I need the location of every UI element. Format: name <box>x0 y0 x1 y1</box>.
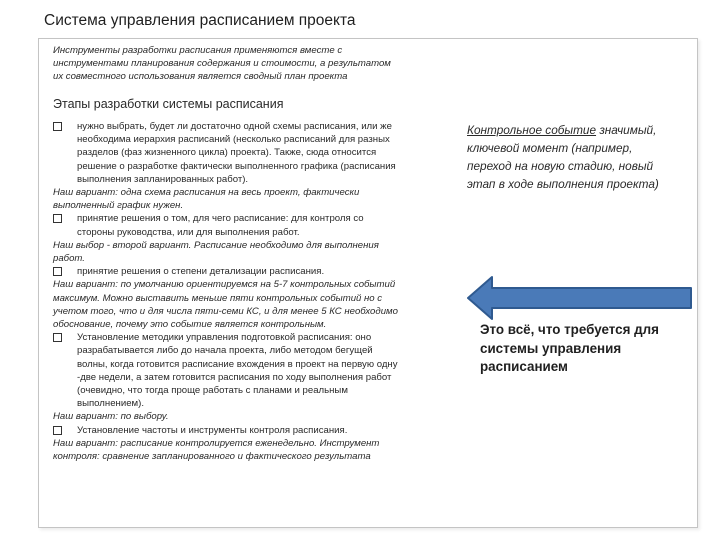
page-title: Система управления расписанием проекта <box>44 12 356 29</box>
bullet-item <box>53 265 453 278</box>
definition-text <box>467 121 697 193</box>
bullet-item <box>53 331 453 344</box>
conclusion-text <box>480 321 680 377</box>
bullet-text: выполнением). <box>77 398 144 410</box>
note-text: учетом того, что и для числа пяти-семи КС, и для менее 5 КС необходимо <box>53 305 398 317</box>
square-bullet-icon <box>53 267 62 276</box>
stages-list <box>53 120 453 463</box>
definition-line <box>467 121 697 139</box>
intro-line: инструментами планирования содержания и стоимости, а результатом <box>53 58 391 70</box>
definition-line: переход на новую стадию, новый <box>467 159 654 173</box>
note-text: Наш вариант: по выбору. <box>53 411 169 423</box>
bullet-text: разделов (фаз жизненного цикла) проекта). Также, сюда относится <box>77 147 377 159</box>
square-bullet-icon <box>53 122 62 131</box>
intro-line: их совместного использования является сводный план проекта <box>53 71 348 83</box>
bullet-text: принятие решения о том, для чего расписание: для контроля со <box>77 213 364 225</box>
definition-line: этап в ходе выполнения проекта) <box>467 177 659 191</box>
left-arrow-icon <box>466 275 694 321</box>
square-bullet-icon <box>53 426 62 435</box>
definition-rest: значимый, <box>596 123 657 137</box>
note-text: выполненный график нужен. <box>53 200 184 212</box>
bullet-text: выполнения запланированных работ). <box>77 173 249 185</box>
bullet-text: (очевидно, что тогда проще работать с планами и реальным <box>77 385 348 397</box>
note-text: максимум. Можно выставить меньше пяти контрольных событий но с <box>53 292 383 304</box>
bullet-item <box>53 120 453 133</box>
note-text: обоснование, почему это событие является контрольным. <box>53 319 327 331</box>
square-bullet-icon <box>53 333 62 342</box>
bullet-text: нужно выбрать, будет ли достаточно одной схемы расписания, или же <box>77 121 392 132</box>
note-text: контроля: сравнение запланированного и фактического результата <box>53 451 371 463</box>
intro-text <box>53 44 453 84</box>
note-text: Наш вариант: одна схема расписания на весь проект, фактически <box>53 187 360 199</box>
bullet-text: стороны руководства, или для выполнения работ. <box>77 226 300 238</box>
bullet-text: волны, когда готовится расписание вхождения в проект на первую одну <box>77 358 398 370</box>
bullet-text: Установление частоты и инструменты контроля расписания. <box>77 424 348 436</box>
bullet-text: необходима иерархия расписаний (несколько расписаний для разных <box>77 134 390 146</box>
arrow-shape <box>468 277 691 319</box>
definition-term: Контрольное событие <box>467 123 597 137</box>
definition-line: ключевой момент (например, <box>467 141 633 155</box>
section-subtitle: Этапы разработки системы расписания <box>53 97 284 111</box>
conclusion-line: системы управления <box>480 340 622 356</box>
bullet-text: Установление методики управления подготовкой расписания: оно <box>77 332 372 344</box>
note-text: работ. <box>53 253 85 265</box>
conclusion-line: расписанием <box>480 359 568 374</box>
note-text: Наш вариант: по умолчанию ориентируемся на 5-7 контрольных событий <box>53 279 396 291</box>
bullet-text: решение о разработке фактически выполненного графика (расписания <box>77 160 396 172</box>
conclusion-line: Это всё, что требуется для <box>480 322 659 337</box>
bullet-text: принятие решения о степени детализации расписания. <box>77 266 325 278</box>
note-text: Наш выбор - второй вариант. Расписание необходимо для выполнения <box>53 239 379 251</box>
intro-line: Инструменты разработки расписания применяются вместе с <box>53 45 343 56</box>
bullet-text: разрабатывается либо до начала проекта, либо методом бегущей <box>77 345 373 357</box>
square-bullet-icon <box>53 214 62 223</box>
bullet-item <box>53 424 453 437</box>
bullet-text: -две недели, а затем готовится расписания по ходу выполнения работ <box>77 371 392 383</box>
note-text: Наш вариант: расписание контролируется еженедельно. Инструмент <box>53 437 380 449</box>
bullet-item <box>53 212 453 225</box>
